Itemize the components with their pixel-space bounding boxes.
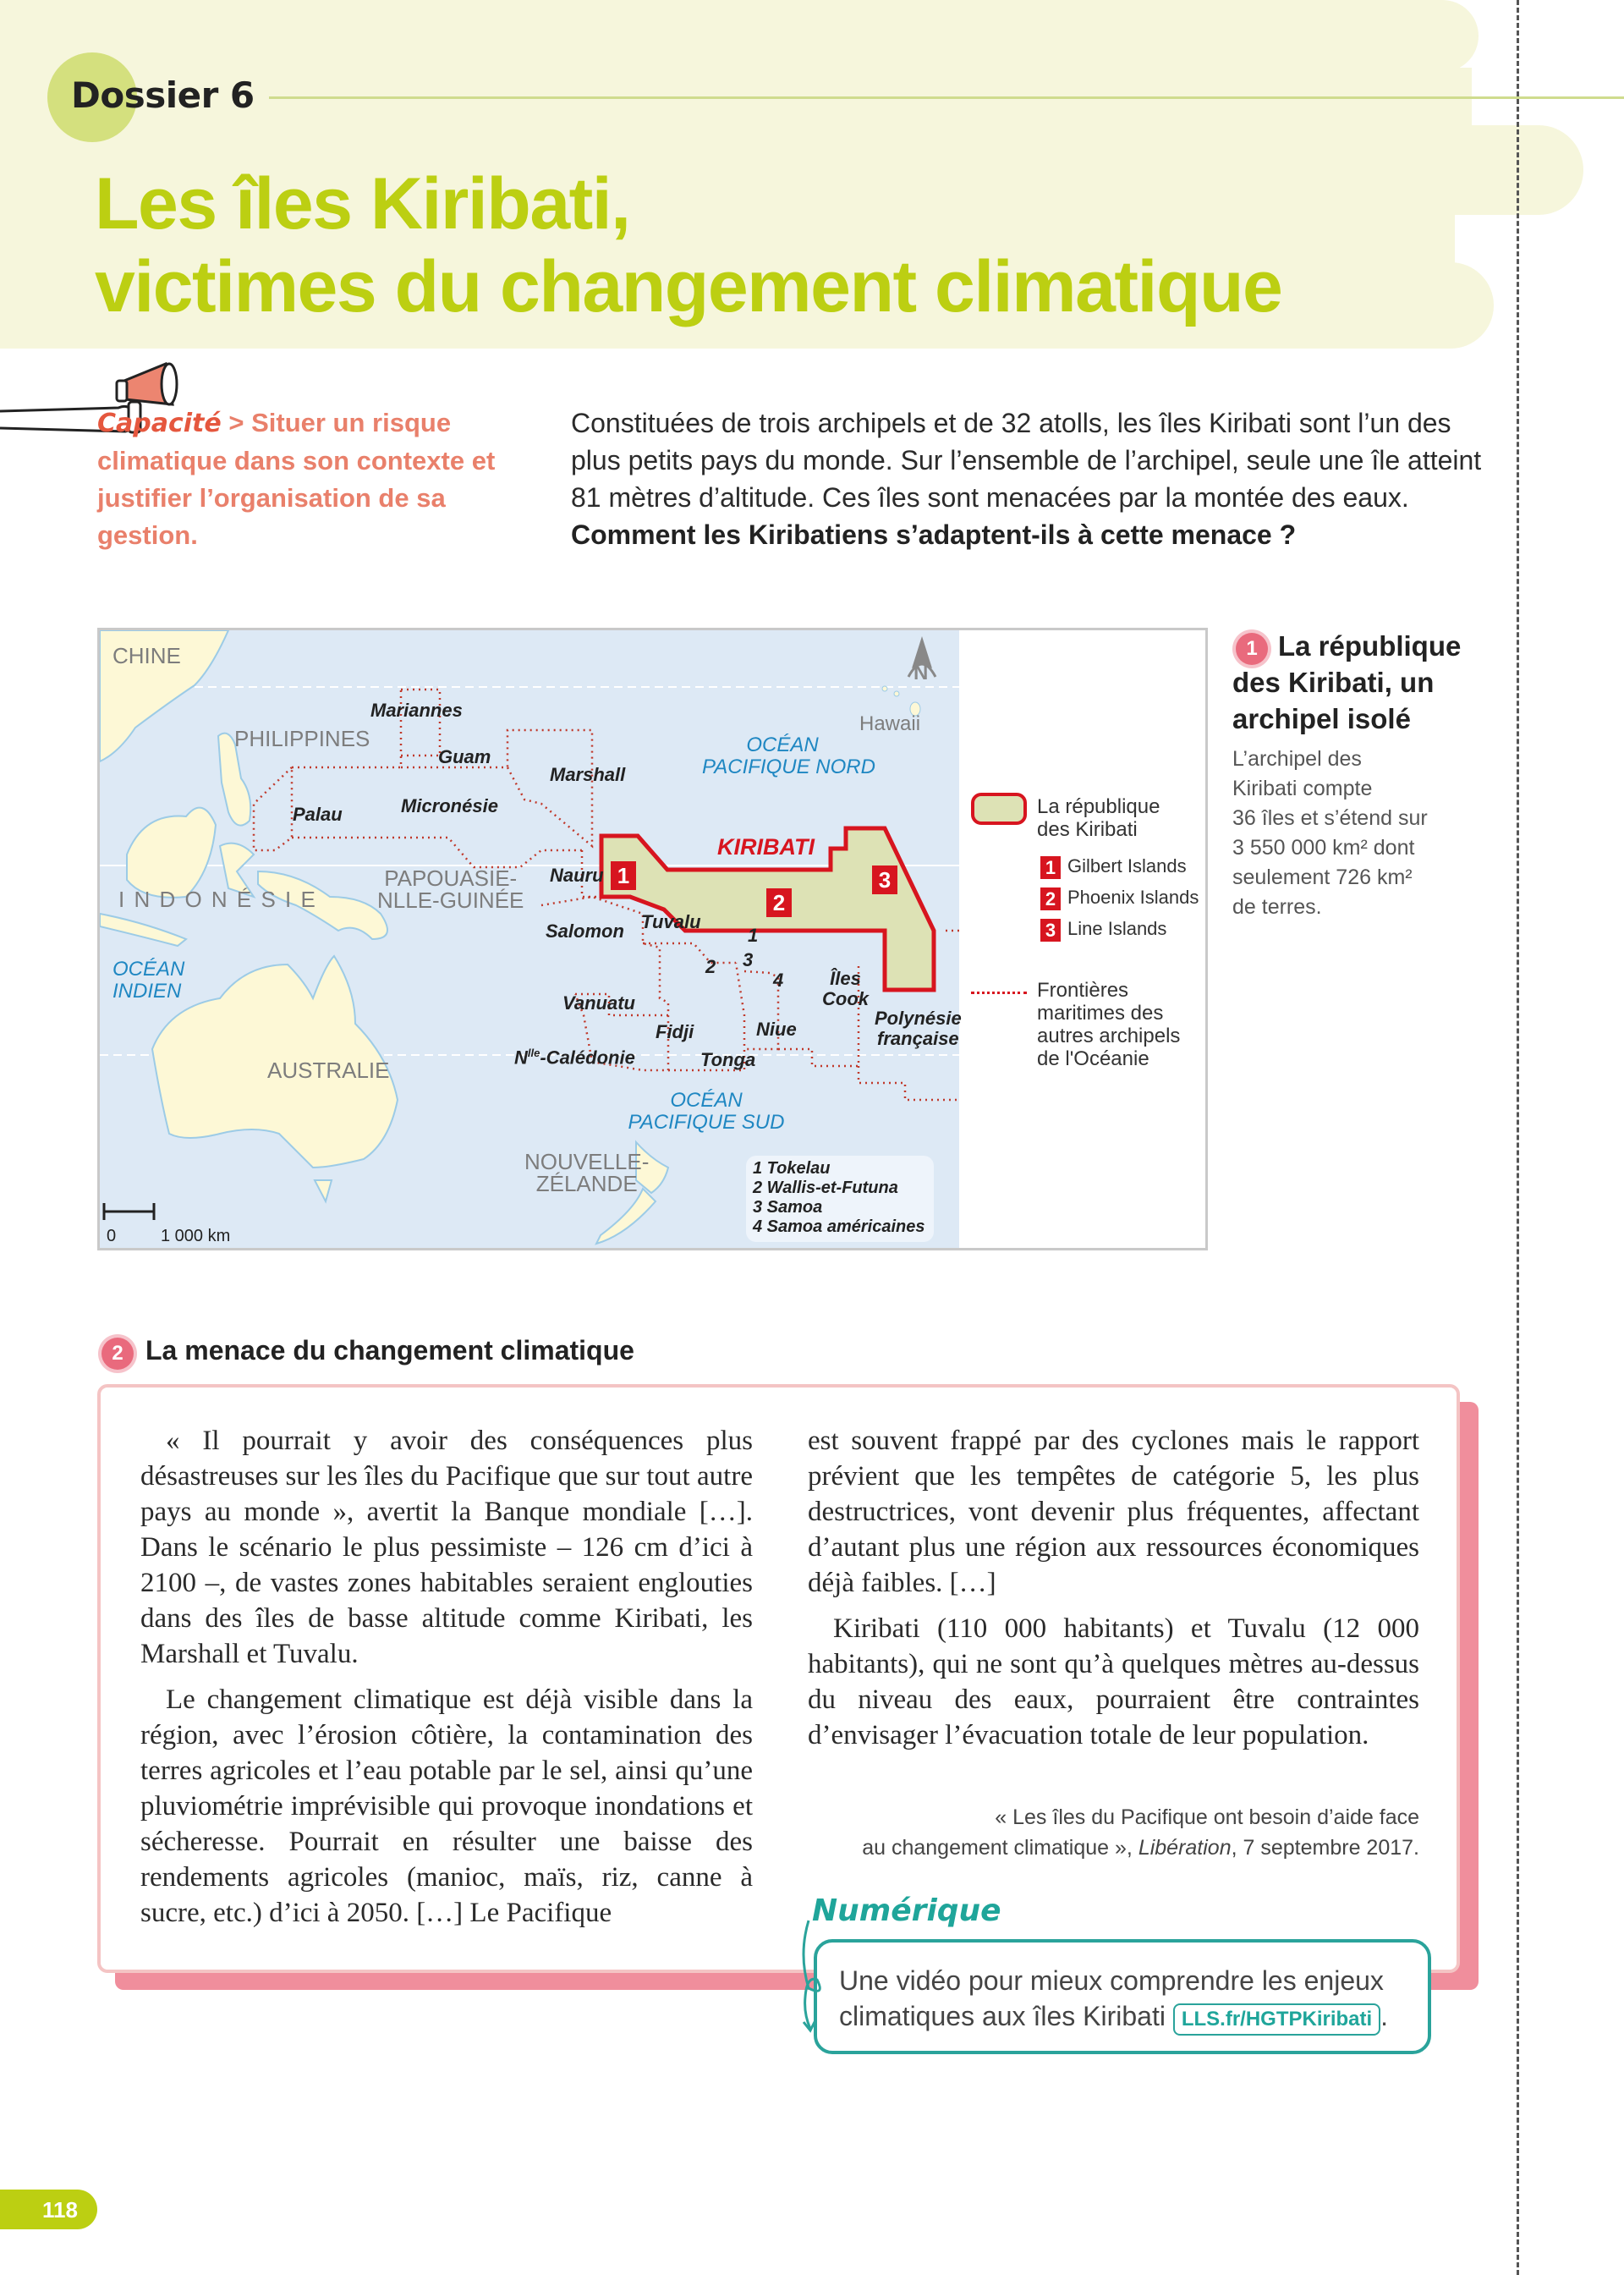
- map-inset-legend: [746, 1156, 934, 1242]
- numerique-text-2a: climatiques aux îles Kiribati: [839, 2001, 1173, 2031]
- map-label-tonga: Tonga: [700, 1049, 756, 1070]
- doc2-source-2: [808, 1833, 1419, 1863]
- map-label-hawaii: Hawaii: [859, 712, 921, 735]
- intro-text: Constituées de trois archipels et de 32 atolls, les îles Kiribati sont l’un des plus petits pays du monde. Sur l’ensemble de l’archipel, seule une île atteint 81 mètres d’altitude. Ces îles sont menacées par la montée des eaux.: [571, 408, 1482, 513]
- page-title-line-2: victimes du changement climatique: [95, 246, 1282, 327]
- legend-phoenix: Phoenix Islands: [1067, 887, 1199, 908]
- capacite-text: Situer un risque climatique dans son contexte et justifier l’organisation de sa gestion.: [97, 408, 496, 550]
- map-label-cook-1: Îles: [830, 968, 861, 989]
- map-label-australie: AUSTRALIE: [267, 1058, 390, 1083]
- page-title-line-1: Les îles Kiribati,: [95, 163, 630, 245]
- doc1-title: [1232, 628, 1486, 737]
- map-label-polynesie-1: Polynésie: [875, 1008, 962, 1029]
- legend-republic: [1037, 795, 1160, 841]
- scale-start: 0: [107, 1227, 117, 1245]
- doc2-left-paragraph-2: Le changement climatique est déjà visible dans la région, avec l’érosion côtière, la contamination des terres agricoles et l’eau potable par le sel, ainsi qu’une pluviométrie imprévisible qui provoque inondations et sécheresse. Pourrait en résulter une baisse des rendements agricoles (manioc, maïs, riz, canne à sucre, etc.) d’ici à 2050. […] Le Pacifique: [140, 1684, 753, 1928]
- capacite-arrow: >: [221, 408, 252, 437]
- north-label: N: [914, 662, 929, 684]
- map-small-num-2: 2: [705, 956, 716, 977]
- legend-num-3: 3: [1040, 919, 1061, 942]
- numerique-title: Numérique: [812, 1893, 1001, 1928]
- dossier-label: Dossier 6: [71, 74, 255, 116]
- doc1-body-5: seulement 726 km²: [1232, 865, 1413, 889]
- map-label-indonesie: I N D O N É S I E: [118, 887, 317, 912]
- legend-num-1: 1: [1040, 856, 1061, 879]
- legend-borders-2: maritimes des: [1037, 1002, 1164, 1025]
- map-label-ocean-nord: [702, 734, 875, 778]
- map-label-tuvalu: Tuvalu: [641, 911, 701, 932]
- doc2-source-date: , 7 septembre 2017.: [1231, 1836, 1419, 1860]
- map-label-palau: Palau: [293, 804, 343, 825]
- map-label-polynesie-2: française: [877, 1028, 959, 1049]
- zone-marker-2: 2: [766, 888, 792, 917]
- doc2-source: [808, 1802, 1419, 1863]
- map-label-fidji: Fidji: [656, 1021, 694, 1042]
- doc2-title: La menace du changement climatique: [145, 1335, 634, 1366]
- map-label-ocean-sud: [626, 1090, 787, 1134]
- ocean-indien-2: INDIEN: [112, 980, 182, 1003]
- zone-marker-1: 1: [611, 861, 636, 890]
- map-label-cook-2: Cook: [822, 988, 869, 1009]
- doc1-body-1: L’archipel des: [1232, 747, 1362, 771]
- map-label-caledonie: $N^{lle}$-Calédonie: [514, 1047, 635, 1069]
- scale-end: 1 000 km: [161, 1227, 231, 1245]
- numerique-link[interactable]: LLS.fr/HGTPKiribati: [1173, 2003, 1380, 2036]
- map-label-nz-1: NOUVELLE-: [524, 1149, 650, 1174]
- doc1-body-6: de terres.: [1232, 895, 1322, 919]
- legend-kiribati-swatch-icon: [971, 793, 1027, 825]
- numerique-text: [839, 1963, 1423, 2036]
- doc2-column-right: [808, 1423, 1419, 1763]
- doc2-source-publication: Libération: [1138, 1836, 1232, 1860]
- map-label-philippines: PHILIPPINES: [234, 726, 370, 751]
- ocean-nord-1: OCÉAN: [746, 734, 819, 756]
- doc2-badge: 2: [102, 1338, 134, 1370]
- map-label-papouasie-2: NLLE-GUINÉE: [377, 887, 524, 913]
- intro-question: Comment les Kiribatiens s’adaptent-ils à cette menace ?: [571, 519, 1297, 550]
- map-small-num-3: 3: [743, 949, 754, 970]
- map-label-mariannes: Mariannes: [370, 700, 463, 721]
- doc1-body-3: 36 îles et s’étend sur: [1232, 806, 1428, 830]
- map-label-chine: CHINE: [112, 643, 181, 668]
- doc2-column-left: [140, 1423, 753, 1941]
- map-label-guam: Guam: [438, 746, 491, 767]
- legend-gilbert: Gilbert Islands: [1067, 855, 1187, 876]
- map-label-nz-2: ZÉLANDE: [535, 1171, 638, 1196]
- inset-item-1: 1 Tokelau: [753, 1159, 831, 1178]
- legend-line: Line Islands: [1067, 918, 1167, 939]
- map-label-salomon: Salomon: [546, 920, 624, 942]
- map-label-nouvelle-zelande: [524, 1151, 649, 1195]
- doc2-source-2a: au changement climatique »,: [862, 1836, 1138, 1860]
- inset-item-2: 2 Wallis-et-Futuna: [753, 1179, 898, 1197]
- inset-item-4: 4 Samoa américaines: [753, 1217, 925, 1236]
- map-label-ocean-indien: [112, 959, 184, 1003]
- legend-republic-1: La république: [1037, 795, 1160, 818]
- map-label-iles-cook: [822, 969, 869, 1009]
- doc2-right-paragraph-2: Kiribati (110 000 habitants) et Tuvalu (12 000 habitants), qui ne sont qu’à quelques mètres au-dessus du niveau des eaux, pourraient être contraintes d’envisager l’évacuation totale de leur population.: [808, 1613, 1419, 1750]
- map-label-papouasie-1: PAPOUASIE-: [384, 865, 518, 891]
- map-label-niue: Niue: [756, 1019, 797, 1040]
- map-label-marshall: Marshall: [550, 764, 626, 785]
- legend-borders-3: autres archipels: [1037, 1025, 1181, 1047]
- legend-border-dots-icon: [971, 992, 1027, 994]
- doc2-source-1: « Les îles du Pacifique ont besoin d’aide face: [995, 1805, 1419, 1829]
- ocean-nord-2: PACIFIQUE NORD: [702, 756, 875, 778]
- ocean-sud-1: OCÉAN: [670, 1089, 743, 1112]
- doc1-body-4: 3 550 000 km² dont: [1232, 836, 1415, 860]
- map-small-num-1: 1: [748, 925, 759, 946]
- map-label-micronesie: Micronésie: [401, 795, 498, 816]
- legend-num-2: 2: [1040, 887, 1061, 910]
- legend-republic-2: des Kiribati: [1037, 818, 1138, 841]
- zone-marker-3: 3: [872, 865, 897, 894]
- legend-borders-1: Frontières: [1037, 979, 1129, 1002]
- doc1-badge: 1: [1236, 633, 1268, 665]
- ocean-indien-1: OCÉAN: [112, 958, 185, 981]
- doc1-body: [1232, 745, 1486, 922]
- doc2-left-paragraph-1: « Il pourrait y avoir des conséquences plus désastreuses sur les îles du Pacifique que sur tout autre pays au monde », avertit la Banque mondiale […]. Dans le scénario le plus pessimiste – 126 cm d’ici à 2100 –, de vastes zones habitables seraient englouties dans des îles de basse altitude comme Kiribati, les Marshall et Tuvalu.: [140, 1426, 753, 1669]
- map-label-kiribati: KIRIBATI: [717, 834, 815, 860]
- capacite-keyword: Capacité: [97, 409, 222, 438]
- legend-borders: [1037, 979, 1180, 1070]
- inset-item-3: 3 Samoa: [753, 1198, 823, 1217]
- map-label-nauru: Nauru: [550, 865, 604, 886]
- ocean-sud-2: PACIFIQUE SUD: [628, 1111, 785, 1134]
- map-label-polynesie: [875, 1008, 962, 1049]
- map-label-papouasie: [377, 867, 524, 911]
- doc2-right-paragraph-1: est souvent frappé par des cyclones mais le rapport prévient que les tempêtes de catégorie 5, les plus destructrices, vont devenir plus fréquentes, affectant d’autant plus une région aux ressources économiques déjà faibles. […]: [808, 1426, 1419, 1598]
- numerique-text-1: Une vidéo pour mieux comprendre les enjeux: [839, 1965, 1384, 1996]
- doc1-title-text: La république des Kiribati, un archipel isolé: [1232, 630, 1462, 734]
- map-label-vanuatu: Vanuatu: [562, 992, 635, 1014]
- curly-arrow-icon: [792, 1895, 834, 2039]
- map-small-num-4: 4: [773, 970, 784, 991]
- numerique-text-2: [839, 1998, 1423, 2036]
- numerique-suffix: .: [1380, 2001, 1389, 2031]
- doc1-body-2: Kiribati compte: [1232, 777, 1373, 800]
- page-number: 118: [42, 2197, 78, 2223]
- legend-borders-4: de l'Océanie: [1037, 1047, 1149, 1070]
